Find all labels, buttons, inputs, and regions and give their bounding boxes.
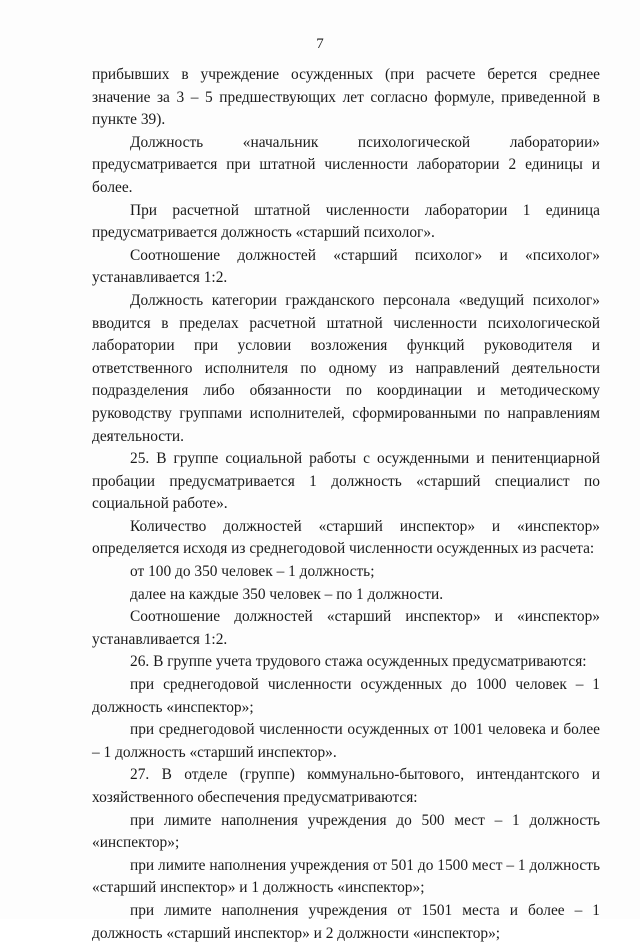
paragraph: Соотношение должностей «старший психолог» и «психолог» устанавливается 1:2. (92, 246, 600, 287)
paragraph: от 100 до 350 человек – 1 должность; (130, 563, 375, 581)
paragraph: прибывших в учреждение осужденных (при расчете берется среднее значение за 3 – 5 предшествующих лет согласно формуле, приведенной в пункте 39). (92, 66, 600, 129)
paragraph: Количество должностей «старший инспектор» и «инспектор» определяется исходя из среднегодовой численности осужденных из расчета: (92, 517, 600, 558)
paragraph: 27. В отделе (группе) коммунально-бытового, интендантского и хозяйственного обеспечения предусматриваются: (92, 766, 600, 806)
paragraph: при среднегодовой численности осужденных до 1000 человек – 1 должность «инспектор»; (92, 676, 600, 716)
paragraph: при лимите наполнения учреждения от 501 до 1500 мест – 1 должность «старший инспектор» и 1 должность «инспектор»; (92, 856, 600, 897)
paragraph: 26. В группе учета трудового стажа осужденных предусматриваются: (130, 653, 587, 671)
page-number: 7 (316, 36, 324, 52)
paragraph: при лимите наполнения учреждения от 1501 места и более – 1 должность «старший инспектор» и 2 должности «инспектор»; (92, 901, 600, 942)
paragraph: 25. В группе социальной работы с осужденными и пенитенциарной пробации предусматривается 1 должность «старший специалист по социальной работе». (92, 450, 600, 513)
paragraph: при среднегодовой численности осужденных от 1001 человека и более – 1 должность «старший инспектор». (92, 721, 600, 761)
paragraph: при лимите наполнения учреждения до 500 мест – 1 должность «инспектор»; (92, 811, 600, 852)
paragraph: Соотношение должностей «старший инспектор» и «инспектор» устанавливается 1:2. (92, 608, 600, 648)
paragraph: При расчетной штатной численности лаборатории 1 единица предусматривается должность «старший психолог». (92, 201, 600, 242)
paragraph: далее на каждые 350 человек – по 1 должности. (130, 585, 444, 603)
paragraph: Должность «начальник психологической лаборатории» предусматривается при штатной численности лаборатории 2 единицы и более. (92, 133, 600, 196)
paragraph: Должность категории гражданского персонала «ведущий психолог» вводится в пределах расчетной штатной численности психологической лаборатории при условии возложения функций руководителя и ответственного исполнителя по одному из направлений деятельности подразделения либо обязанности по координации и методическому руководству группами исполнителей, сформированными по направлениям деятельности. (92, 291, 600, 445)
document-body (92, 64, 600, 945)
